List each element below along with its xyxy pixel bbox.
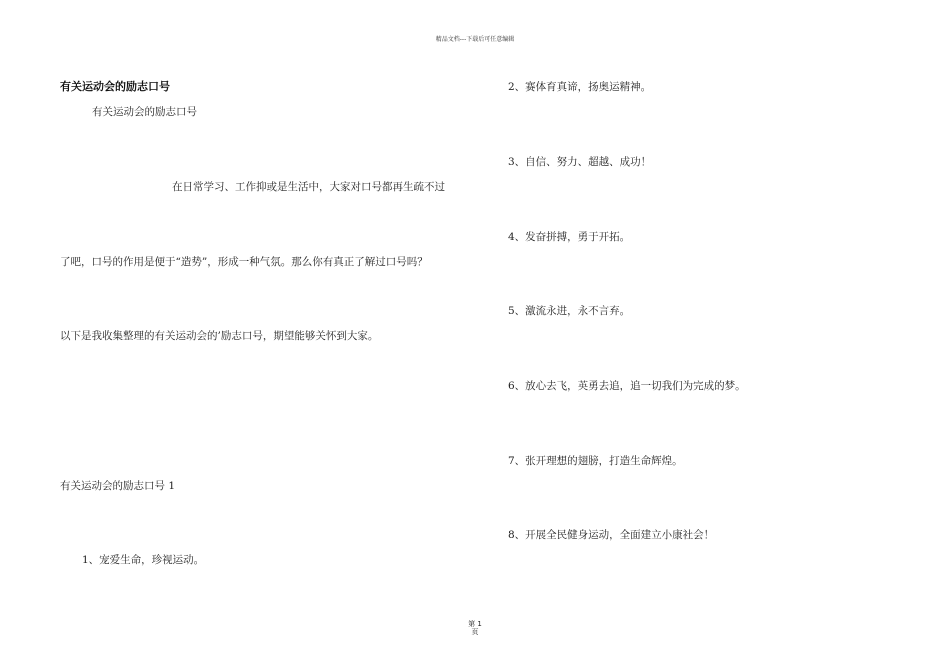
intro-line-3: 以下是我收集整理的有关运动会的’励志口号，期望能够关怀到大家。: [60, 330, 379, 342]
page-number-bottom: 页: [471, 628, 479, 636]
slogan-item-1: 1、宠爱生命，珍视运动。: [82, 554, 205, 566]
intro-line-2: 了吧，口号的作用是便于“造势”，形成一种气氛。那么你有真正了解过口号吗？: [60, 256, 428, 268]
slogan-item-6: 6、放心去飞，英勇去追，追一切我们为完成的梦。: [508, 380, 746, 392]
slogan-item-2: 2、赛体育真谛，扬奥运精神。: [508, 81, 652, 93]
document-subtitle: 有关运动会的励志口号: [92, 106, 197, 118]
header-note: 精品文档---下载后可任意编辑: [435, 36, 515, 43]
page-number-top: 第 1: [468, 620, 482, 628]
slogan-item-4: 4、发奋拼搏，勇于开拓。: [508, 231, 631, 243]
intro-line-1: 在日常学习、工作抑或是生活中，大家对口号都再生疏不过: [172, 181, 445, 193]
section-heading: 有关运动会的励志口号 1: [60, 480, 176, 492]
document-title: 有关运动会的励志口号: [60, 80, 170, 93]
slogan-item-7: 7、张开理想的翅膀，打造生命辉煌。: [508, 455, 683, 467]
slogan-item-8: 8、开展全民健身运动，全面建立小康社会！: [508, 529, 715, 541]
slogan-item-5: 5、激流永进，永不言弃。: [508, 305, 631, 317]
slogan-item-3: 3、自信、努力、超越、成功！: [508, 156, 652, 168]
